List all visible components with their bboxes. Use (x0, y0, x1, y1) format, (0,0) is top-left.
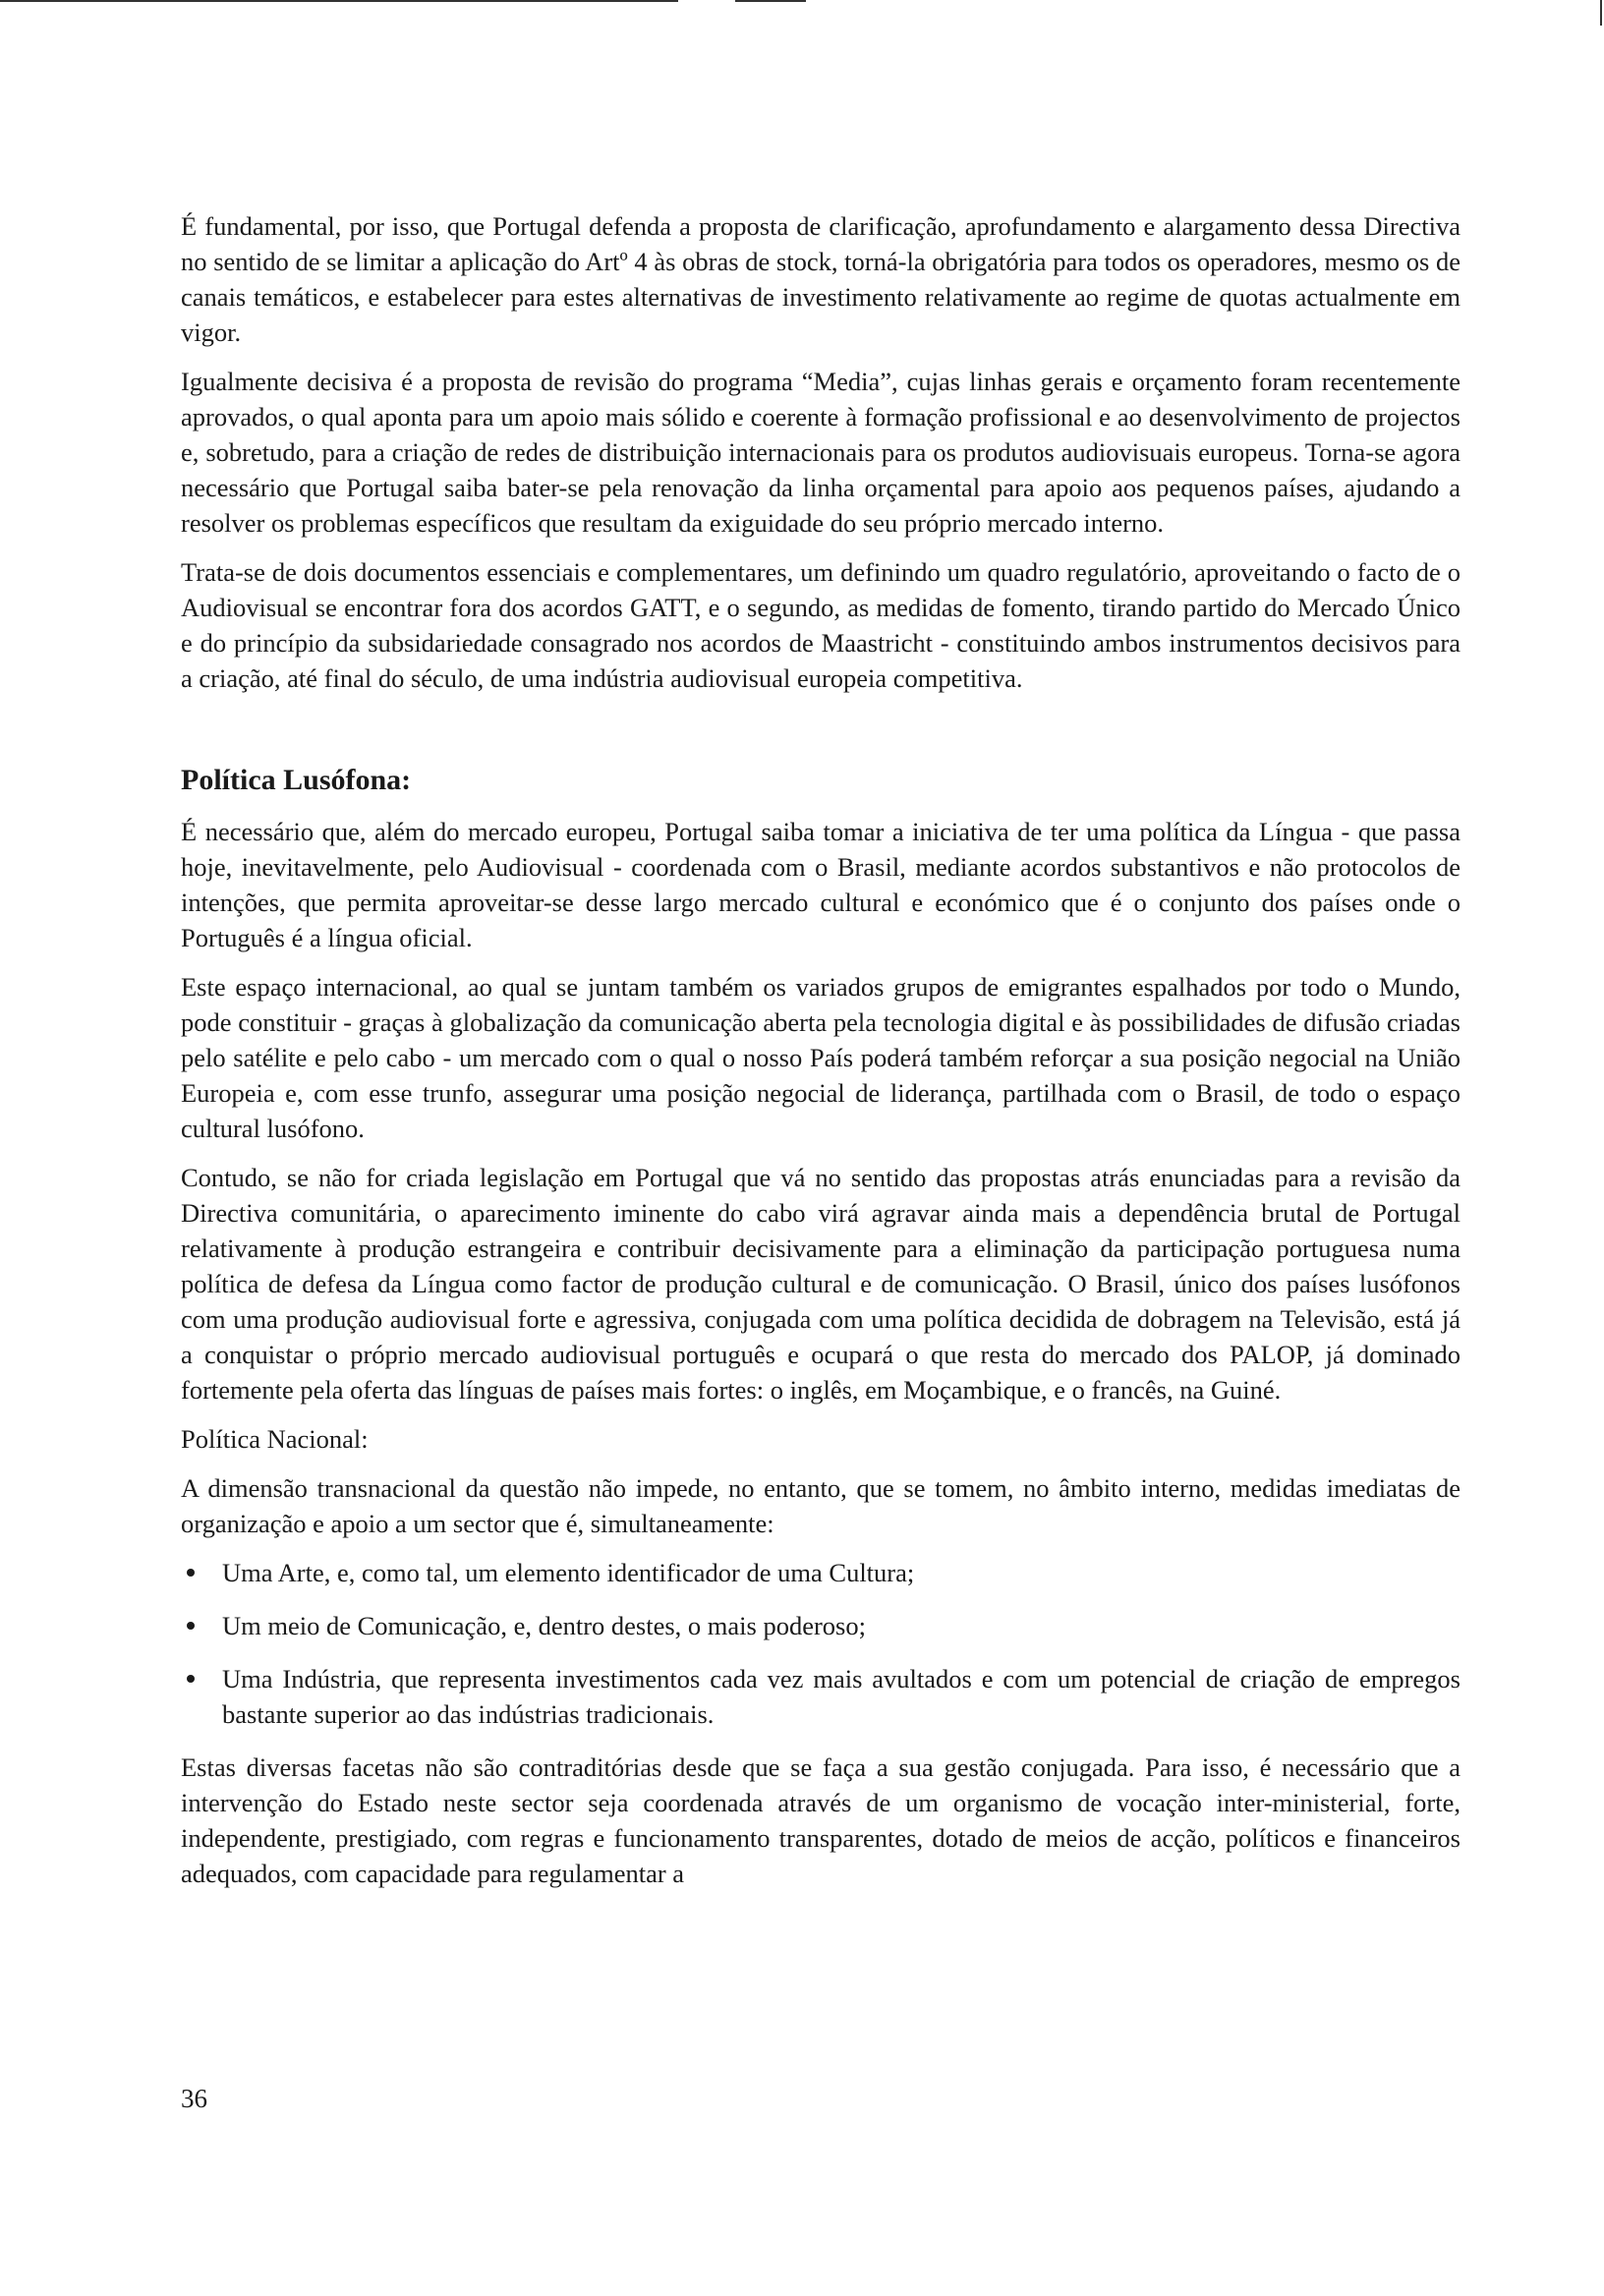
list-item: Uma Arte, e, como tal, um elemento identificador de uma Cultura; (181, 1555, 1461, 1590)
list-item: Um meio de Comunicação, e, dentro destes, o mais poderoso; (181, 1608, 1461, 1643)
page-number: 36 (181, 2084, 207, 2113)
scan-line-top-left (0, 0, 678, 2)
paragraph-legislacao: Contudo, se não for criada legislação em Portugal que vá no sentido das propostas atrás enunciadas para a revisão da Directiva comunitária, o aparecimento iminente do cabo virá agravar ainda mais a dependência brutal de Portugal relativamente à produção estrangeira e contribuir decisivamente para a eliminação da participação portuguesa numa política de defesa da Língua como factor de produção cultural e de comunicação. O Brasil, único dos países lusófonos com uma produção audiovisual forte e agressiva, conjugada com uma política decidida de dobragem na Televisão, está já a conquistar o próprio mercado audiovisual português e ocupará o que resta do mercado dos PALOP, já dominado fortemente pela oferta das línguas de países mais fortes: o inglês, em Moçambique, e o francês, na Guiné. (181, 1163, 1461, 1405)
sector-facets-list (181, 1555, 1461, 1732)
page-body (181, 208, 1461, 1905)
list-item: Uma Indústria, que representa investimentos cada vez mais avultados e com um potencial de criação de empregos bastante superior ao das indústrias tradicionais. (181, 1661, 1461, 1732)
paragraph-programa-media: Igualmente decisiva é a proposta de revisão do programa “Media”, cujas linhas gerais e orçamento foram recentemente aprovados, o qual aponta para um apoio mais sólido e coerente à formação profissional e ao desenvolvimento de projectos e, sobretudo, para a criação de redes de distribuição internacionais para os produtos audiovisuais europeus. Torna-se agora necessário que Portugal saiba bater-se pela renovação da linha orçamental para apoio aos pequenos países, ajudando a resolver os problemas específicos que resultam da exiguidade do seu próprio mercado interno. (181, 367, 1461, 538)
paragraph-espaco-internacional: Este espaço internacional, ao qual se juntam também os variados grupos de emigrantes espalhados por todo o Mundo, pode constituir - graças à globalização da comunicação aberta pela tecnologia digital e às possibilidades de difusão criadas pelo satélite e pelo cabo - um mercado com o qual o nosso País poderá também reforçar a sua posição negocial na União Europeia e, com esse trunfo, assegurar uma posição negocial de liderança, partilhada com o Brasil, de todo o espaço cultural lusófono. (181, 972, 1461, 1143)
scan-line-top-right (735, 0, 806, 2)
paragraph-documentos: Trata-se de dois documentos essenciais e complementares, um definindo um quadro regulatório, aproveitando o facto de o Audiovisual se encontrar fora dos acordos GATT, e o segundo, as medidas de fomento, tirando partido do Mercado Único e do princípio da subsidariedade consagrado nos acordos de Maastricht - constituindo ambos instrumentos decisivos para a criação, até final do século, de uma indústria audiovisual europeia competitiva. (181, 557, 1461, 693)
heading-politica-lusofona: Política Lusófona: (181, 764, 412, 796)
paragraph-directiva: É fundamental, por isso, que Portugal defenda a proposta de clarificação, aprofundamento e alargamento dessa Directiva no sentido de se limitar a aplicação do Artº 4 às obras de stock, torná-la obrigatória para todos os operadores, mesmo os de canais temáticos, e estabelecer para estes alternativas de investimento relativamente ao regime de quotas actualmente em vigor. (181, 211, 1461, 347)
paragraph-facetas: Estas diversas facetas não são contraditórias desde que se faça a sua gestão conjugada. Para isso, é necessário que a intervenção do Estado neste sector seja coordenada através de um organismo de vocação inter-ministerial, forte, independente, prestigiado, com regras e funcionamento transparentes, dotado de meios de acção, políticos e financeiros adequados, com capacidade para regulamentar a (181, 1752, 1461, 1888)
heading-politica-nacional: Política Nacional: (181, 1424, 369, 1454)
paragraph-lingua: É necessário que, além do mercado europeu, Portugal saiba tomar a iniciativa de ter uma política da Língua - que passa hoje, inevitavelmente, pelo Audiovisual - coordenada com o Brasil, mediante acordos substantivos e não protocolos de intenções, que permita aproveitar-se desse largo mercado cultural e económico que é o conjunto dos países onde o Português é a língua oficial. (181, 817, 1461, 952)
scan-line-right-edge (1600, 0, 1602, 26)
paragraph-dimensao-transnacional: A dimensão transnacional da questão não impede, no entanto, que se tomem, no âmbito interno, medidas imediatas de organização e apoio a um sector que é, simultaneamente: (181, 1473, 1461, 1538)
